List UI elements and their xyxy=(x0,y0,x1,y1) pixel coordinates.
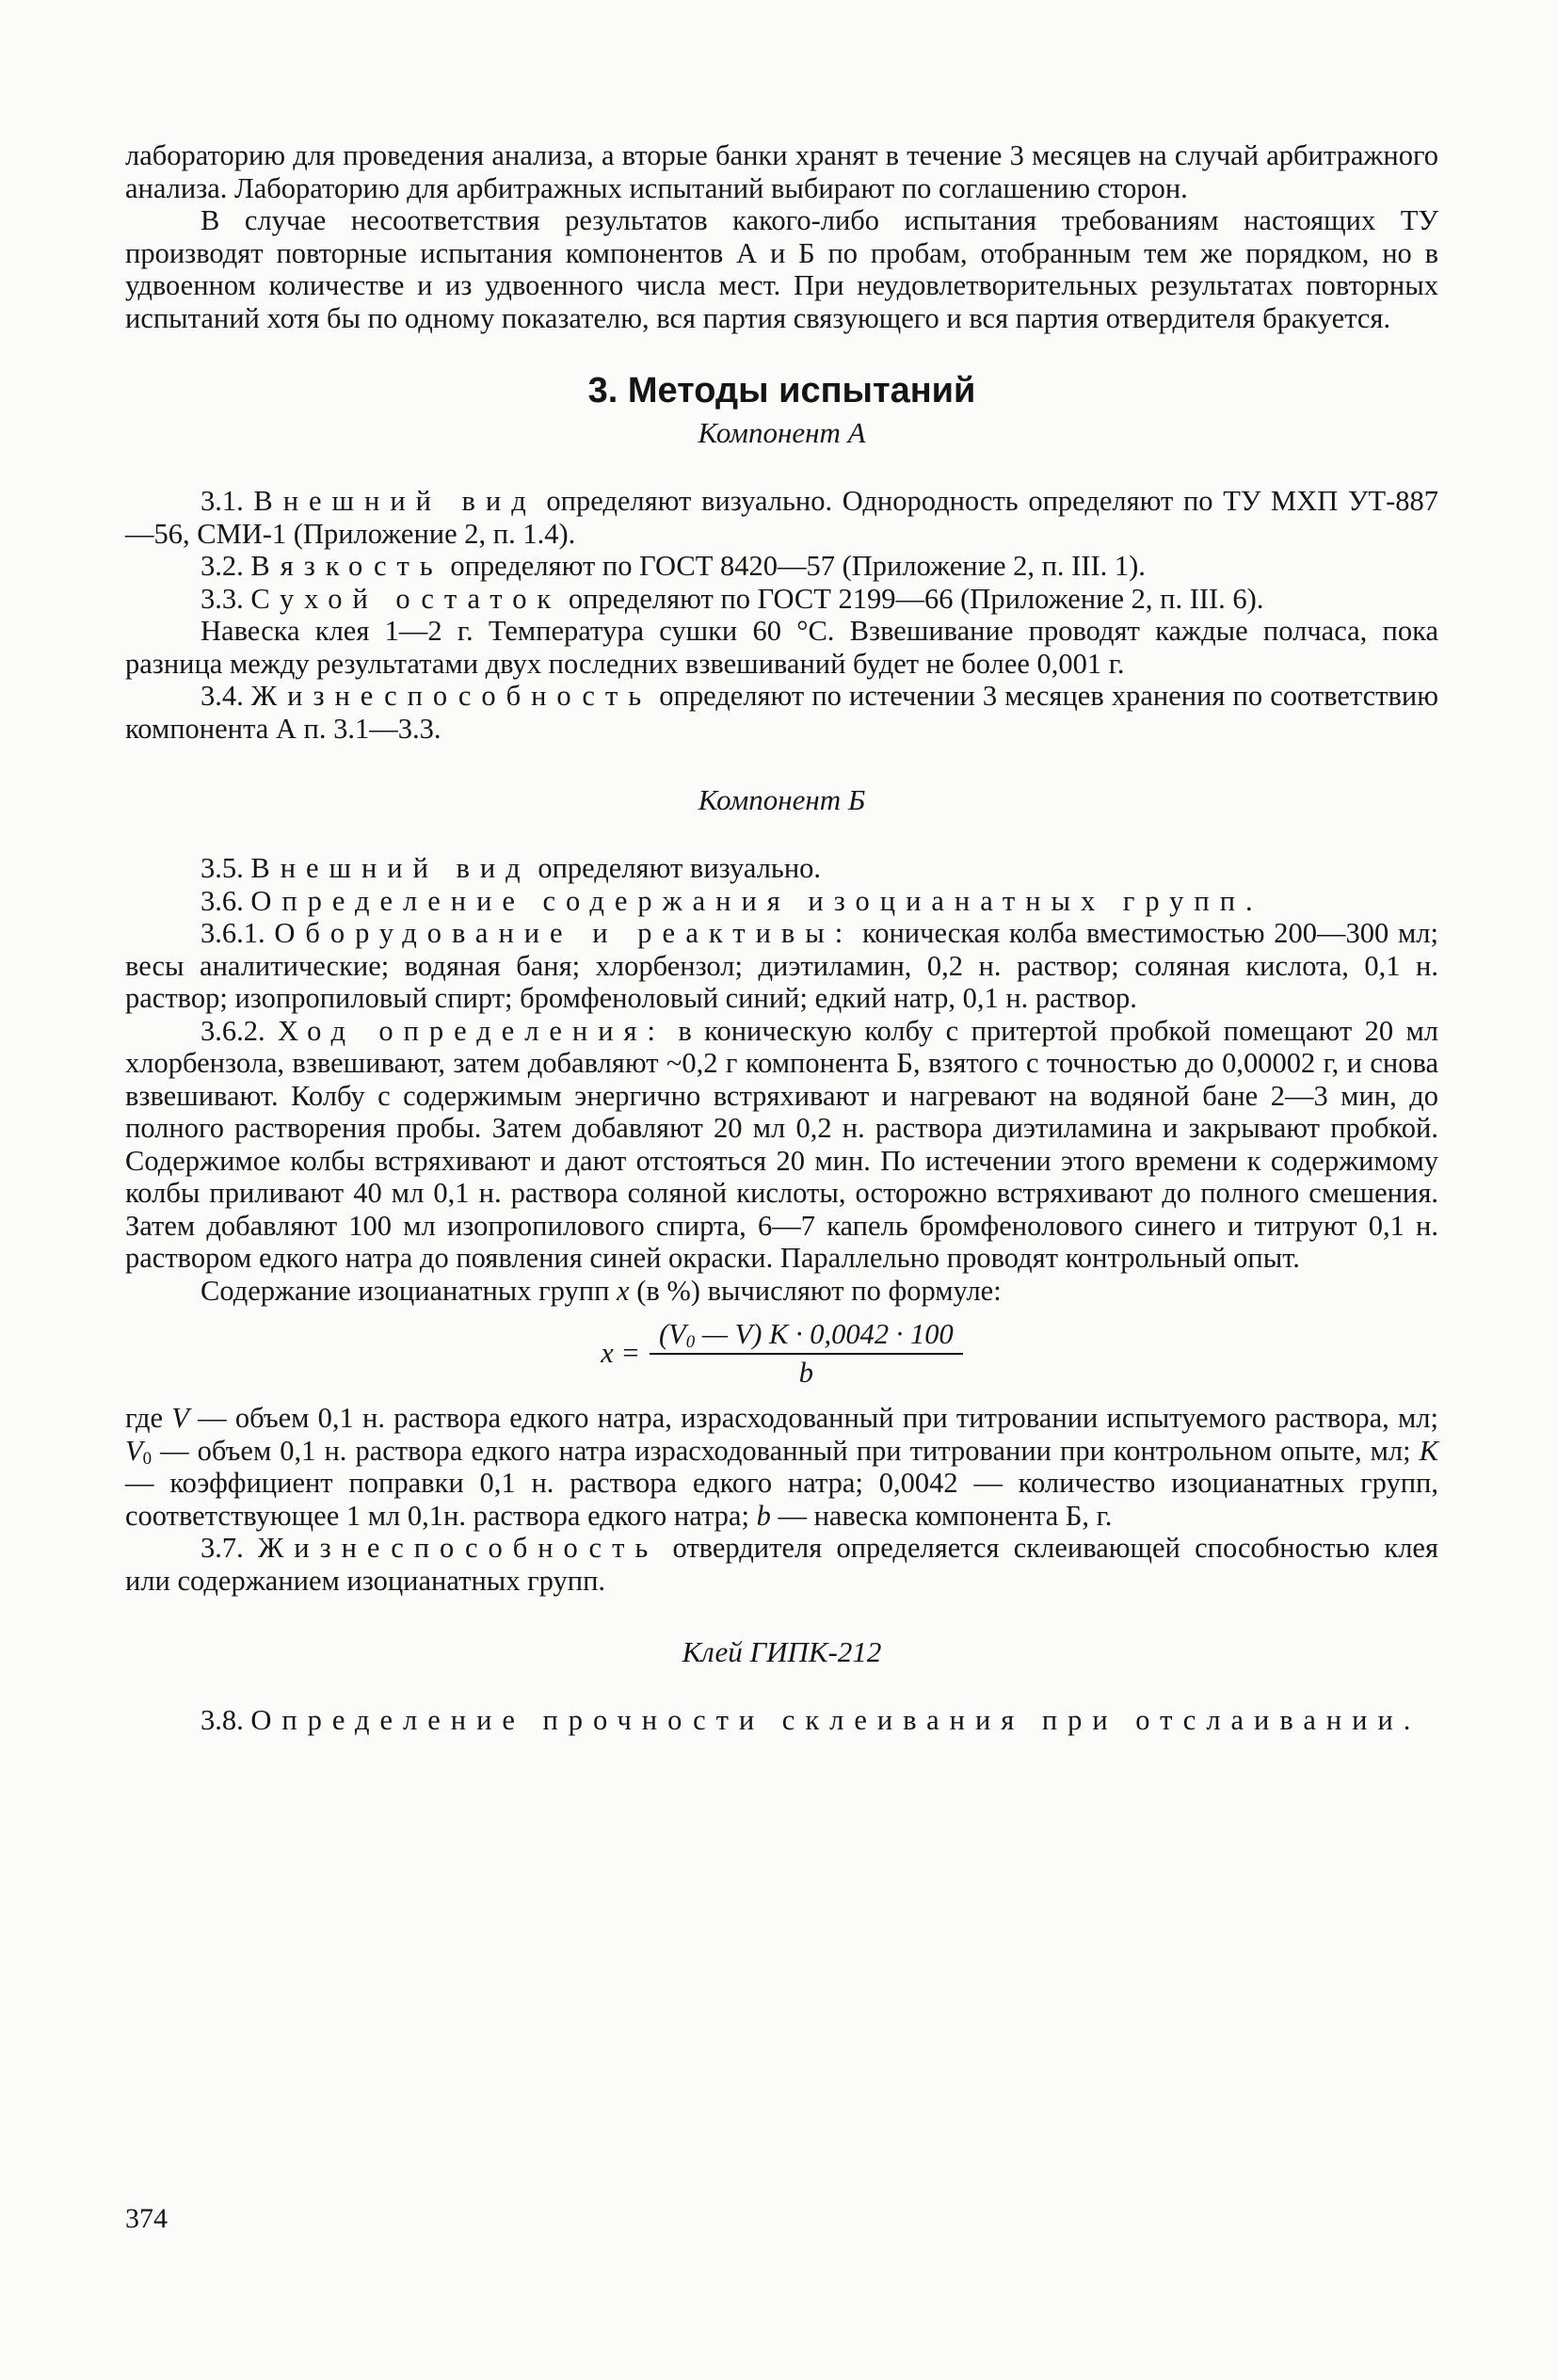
clause-3-3 xyxy=(125,583,1438,616)
legend-variable: K xyxy=(1419,1434,1438,1467)
numerator-part: (V xyxy=(659,1318,686,1350)
subheading-component-b: Компонент Б xyxy=(698,783,866,816)
clause-term: Жизнеспособность xyxy=(257,1532,659,1564)
clause-term: Внешний вид xyxy=(253,485,537,517)
legend-text: где xyxy=(125,1402,172,1434)
legend-variable: b xyxy=(756,1499,771,1532)
legend-variable: V xyxy=(125,1434,143,1467)
clause-3-6-2 xyxy=(125,1015,1438,1275)
clause-text: в коническую колбу с притертой пробкой помещают 20 мл хлорбензола, взвешивают, затем добавляют ~0,2 г компонента Б, взятого с точностью до 0,00002 г, и снова взвешивают. Колбу с содержимым энергично встряхивают и нагревают на водяной бане 2—3 мин, до полного растворения пробы. Затем добавляют 20 мл 0,2 н. раствора диэтиламина и закрывают пробкой. Содержимое колбы встряхивают и дают отстояться 20 мин. По истечении этого времени к содержимому колбы приливают 40 мл 0,1 н. раствора соляной кислоты, осторожно встряхивают до полного смешения. Затем добавляют 100 мл изопропилового спирта, 6—7 капель бромфенолового синего и титруют 0,1 н. раствором едкого натра до появления синей окраски. Параллельно проводят контрольный опыт. xyxy=(125,1014,1438,1274)
clause-number: 3.2. xyxy=(201,550,244,582)
subheading-glue: Клей ГИПК-212 xyxy=(682,1635,882,1668)
clause-number: 3.5. xyxy=(201,852,244,884)
clause-number: 3.6.2. xyxy=(201,1014,265,1047)
clause-3-8 xyxy=(125,1704,1438,1737)
legend-text: — навеска компонента Б, г. xyxy=(770,1499,1113,1532)
clause-number: 3.3. xyxy=(201,582,244,615)
clause-number: 3.7. xyxy=(201,1532,244,1564)
clause-text: определяют по истечении 3 месяцев хранения по соответствию компонента А п. 3.1—3.3. xyxy=(125,680,1438,745)
clause-3-1 xyxy=(125,485,1438,550)
formula-numerator xyxy=(650,1318,963,1355)
clause-term: Определение прочности склеивания при отслаивании. xyxy=(250,1704,1421,1736)
formula-denominator: b xyxy=(798,1356,813,1389)
page-number: 374 xyxy=(125,2203,168,2234)
formula-fraction xyxy=(650,1318,963,1389)
clause-3-6-1 xyxy=(125,917,1438,1015)
clause-text: коническая колба вместимостью 200—300 мл; весы аналитические; водяная баня; хлорбензол; диэтиламин, 0,2 н. раствор; соляная кислота, 0,1 н. раствор; изопропиловый спирт; бромфеноловый синий; едкий натр, 0,1 н. раствор. xyxy=(125,917,1438,1014)
clause-term: Вязкость xyxy=(250,550,443,582)
clause-term: Ход определения: xyxy=(278,1014,666,1047)
clause-text: определяют по ГОСТ 8420—57 (Приложение 2, п. III. 1). xyxy=(442,550,1146,582)
clause-number: 3.1. xyxy=(201,485,244,517)
clause-3-4 xyxy=(125,680,1438,745)
clause-term: Определение содержания изоцианатных групп. xyxy=(250,884,1263,917)
clause-term: Жизнеспособность xyxy=(250,680,652,712)
numerator-rest: — V) K · 0,0042 · 100 xyxy=(695,1318,954,1350)
clause-number: 3.6.1. xyxy=(201,917,265,949)
clause-text: отвердителя определяется склеивающей способностью клея или содержанием изоцианатных групп. xyxy=(125,1532,1438,1597)
formula-lhs: x = xyxy=(601,1337,640,1370)
clause-3-3-sample: Навеска клея 1—2 г. Температура сушки 60 °С. Взвешивание проводят каждые полчаса, пока разница между результатами двух последних взвешиваний будет не более 0,001 г. xyxy=(125,615,1438,680)
formula-variable: x xyxy=(617,1274,630,1307)
subheading-component-a: Компонент А xyxy=(698,416,866,449)
formula-intro xyxy=(125,1275,1438,1308)
legend-text: — объем 0,1 н. раствора едкого натра израсходованный при титровании при контрольном опыте, мл; xyxy=(152,1434,1420,1467)
clause-term: Сухой остаток xyxy=(250,582,562,615)
legend-variable: V xyxy=(171,1402,189,1434)
numerator-subscript: 0 xyxy=(685,1332,696,1353)
clause-3-2 xyxy=(125,550,1438,583)
formula-legend xyxy=(125,1402,1438,1532)
legend-text: — коэффициент поправки 0,1 н. раствора едкого натра; 0,0042 — количество изоцианатных групп, соответствующее 1 мл 0,1н. раствора едкого натра; xyxy=(125,1467,1438,1532)
legend-subscript: 0 xyxy=(142,1448,152,1469)
formula xyxy=(125,1318,1438,1389)
clause-3-7 xyxy=(125,1532,1438,1597)
clause-text: определяют по ГОСТ 2199—66 (Приложение 2, п. III. 6). xyxy=(561,582,1264,615)
clause-number: 3.8. xyxy=(201,1704,244,1736)
clause-3-6 xyxy=(125,885,1438,918)
clause-text: определяют визуально. Однородность определяют по ТУ МХП УТ-887—56, СМИ-1 (Приложение 2, п. 1.4). xyxy=(125,485,1439,550)
paragraph-retest: В случае несоответствия результатов какого-либо испытания требованиям настоящих ТУ производят повторные испытания компонентов А и Б по пробам, отобранным тем же порядком, но в удвоенном количестве и из удвоенного числа мест. При неудовлетворительных результатах повторных испытаний хотя бы по одному показателю, вся партия связующего и вся партия отвердителя бракуется. xyxy=(125,204,1438,334)
formula-intro-text: Содержание изоцианатных групп xyxy=(201,1274,618,1307)
clause-number: 3.4. xyxy=(201,680,244,712)
legend-text: — объем 0,1 н. раствора едкого натра, израсходованный при титровании испытуемого раствора, мл; xyxy=(188,1402,1438,1434)
clause-3-5 xyxy=(125,852,1438,885)
formula-intro-text-end: (в %) вычисляют по формуле: xyxy=(629,1274,1002,1307)
clause-number: 3.6. xyxy=(201,884,244,917)
clause-text: определяют визуально. xyxy=(530,852,822,884)
clause-term: Оборудование и реактивы: xyxy=(274,917,854,949)
clause-term: Внешний вид xyxy=(250,852,531,884)
section-title: 3. Методы испытаний xyxy=(587,371,976,410)
paragraph-continuation: лабораторию для проведения анализа, а вторые банки хранят в течение 3 месяцев на случай арбитражного анализа. Лабораторию для арбитражных испытаний выбирают по соглашению сторон. xyxy=(125,139,1438,204)
text-column xyxy=(125,139,1438,1737)
